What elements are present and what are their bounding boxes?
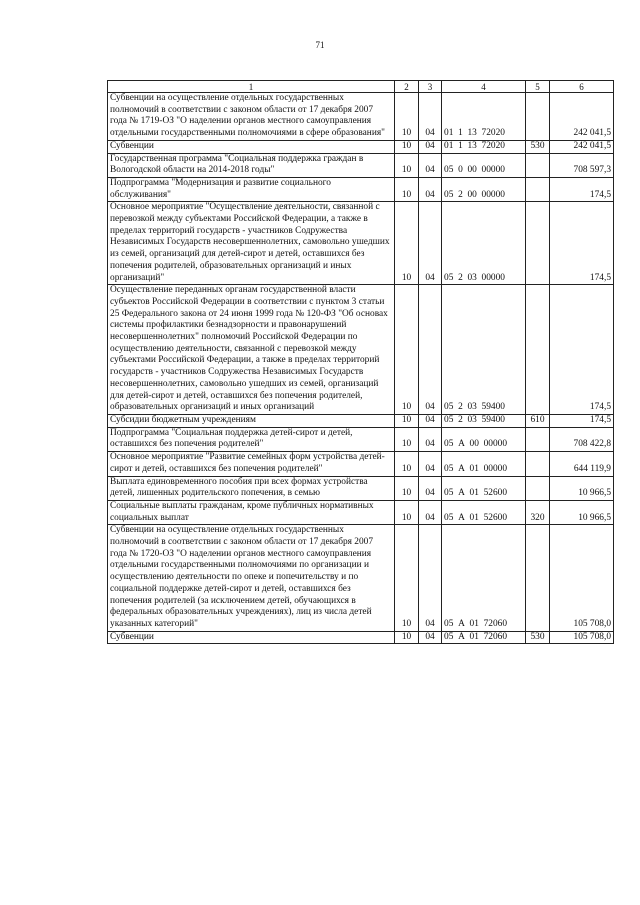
table-row <box>108 153 614 177</box>
table-row <box>108 476 614 500</box>
row-podrazdel: 04 <box>419 631 442 644</box>
table-header-row <box>108 81 614 93</box>
row-target-code: 01 1 13 72020 <box>442 93 526 141</box>
row-name: Субвенции <box>108 631 395 644</box>
row-name: Подпрограмма "Модернизация и развитие социального обслуживания" <box>108 177 395 201</box>
row-name: Осуществление переданных органам государственной власти субъектов Российской Федерации в соответствии с пунктом 3 статьи 25 Федерального закона от 24 июня 1999 года № 120-ФЗ "Об основах системы профилактики безнадзорности и правонарушений несовершеннолетних" полномочий Российской Федерации по осуществлению деятельности, связанной с перевозкой между субъектами Российской Федерации, а также в пределах территорий государств - участников Содружества Независимых Государств несовершеннолетних, самовольно ушедших из семей, организаций для детей-сирот и детей, оставшихся без попечения родителей, образовательных организаций и иных организаций <box>108 285 395 415</box>
row-name: Субвенции на осуществление отдельных государственных полномочий в соответствии с законом области от 17 декабря 2007 года № 1720-ОЗ "О наделении органов местного самоуправления отдельными государственными полномочиями по организации и осуществлению деятельности по опеке и попечительству и по социальной поддержке детей-сирот и детей, оставшихся без попечения родителей (за исключением детей, обучающихся в федеральных образовательных учреждениях), лиц из числа детей указанных категорий" <box>108 525 395 631</box>
row-podrazdel: 04 <box>419 500 442 524</box>
header-col-3: 3 <box>419 81 442 93</box>
row-podrazdel: 04 <box>419 525 442 631</box>
row-target-code: 01 1 13 72020 <box>442 140 526 153</box>
row-target-code: 05 А 00 00000 <box>442 427 526 451</box>
row-expense-type <box>526 93 550 141</box>
row-razdel: 10 <box>395 414 419 427</box>
table-row <box>108 177 614 201</box>
row-expense-type <box>526 202 550 285</box>
row-podrazdel: 04 <box>419 140 442 153</box>
row-razdel: 10 <box>395 500 419 524</box>
row-expense-type: 320 <box>526 500 550 524</box>
row-razdel: 10 <box>395 631 419 644</box>
row-expense-type <box>526 285 550 415</box>
row-target-code: 05 А 01 52600 <box>442 476 526 500</box>
row-podrazdel: 04 <box>419 285 442 415</box>
row-sum: 174,5 <box>550 285 614 415</box>
row-razdel: 10 <box>395 153 419 177</box>
header-col-6: 6 <box>550 81 614 93</box>
row-podrazdel: 04 <box>419 153 442 177</box>
row-expense-type <box>526 525 550 631</box>
table-row <box>108 93 614 141</box>
row-podrazdel: 04 <box>419 202 442 285</box>
row-target-code: 05 А 01 72060 <box>442 525 526 631</box>
row-target-code: 05 2 00 00000 <box>442 177 526 201</box>
row-expense-type <box>526 153 550 177</box>
row-name: Субвенции <box>108 140 395 153</box>
row-razdel: 10 <box>395 202 419 285</box>
row-target-code: 05 2 03 00000 <box>442 202 526 285</box>
row-sum: 242 041,5 <box>550 93 614 141</box>
header-col-4: 4 <box>442 81 526 93</box>
header-col-2: 2 <box>395 81 419 93</box>
header-col-5: 5 <box>526 81 550 93</box>
row-sum: 174,5 <box>550 414 614 427</box>
row-name: Выплата единовременного пособия при всех формах устройства детей, лишенных родительского попечения, в семью <box>108 476 395 500</box>
header-col-1: 1 <box>108 81 395 93</box>
row-sum: 242 041,5 <box>550 140 614 153</box>
row-expense-type <box>526 177 550 201</box>
table-row <box>108 140 614 153</box>
table-row <box>108 525 614 631</box>
row-target-code: 05 2 03 59400 <box>442 285 526 415</box>
row-sum: 708 422,8 <box>550 427 614 451</box>
row-target-code: 05 А 01 52600 <box>442 500 526 524</box>
budget-table <box>107 80 614 644</box>
row-name: Субвенции на осуществление отдельных государственных полномочий в соответствии с законом области от 17 декабря 2007 года № 1719-ОЗ "О наделении органов местного самоуправления отдельными государственными полномочиями в сфере образования" <box>108 93 395 141</box>
row-name: Социальные выплаты гражданам, кроме публичных нормативных социальных выплат <box>108 500 395 524</box>
row-expense-type: 530 <box>526 140 550 153</box>
row-expense-type <box>526 427 550 451</box>
row-podrazdel: 04 <box>419 93 442 141</box>
row-razdel: 10 <box>395 93 419 141</box>
row-name: Подпрограмма "Социальная поддержка детей-сирот и детей, оставшихся без попечения родителей" <box>108 427 395 451</box>
row-razdel: 10 <box>395 525 419 631</box>
row-podrazdel: 04 <box>419 452 442 476</box>
row-name: Основное мероприятие "Развитие семейных форм устройства детей-сирот и детей, оставшихся без попечения родителей" <box>108 452 395 476</box>
table-row <box>108 500 614 524</box>
table-row <box>108 452 614 476</box>
table-row <box>108 631 614 644</box>
row-sum: 174,5 <box>550 202 614 285</box>
row-razdel: 10 <box>395 140 419 153</box>
row-razdel: 10 <box>395 452 419 476</box>
row-expense-type <box>526 476 550 500</box>
row-target-code: 05 0 00 00000 <box>442 153 526 177</box>
table-row <box>108 202 614 285</box>
row-target-code: 05 2 03 59400 <box>442 414 526 427</box>
row-target-code: 05 А 01 00000 <box>442 452 526 476</box>
row-sum: 10 966,5 <box>550 500 614 524</box>
row-sum: 105 708,0 <box>550 631 614 644</box>
page-number: 71 <box>315 40 325 50</box>
row-sum: 10 966,5 <box>550 476 614 500</box>
row-expense-type: 610 <box>526 414 550 427</box>
row-razdel: 10 <box>395 476 419 500</box>
row-sum: 105 708,0 <box>550 525 614 631</box>
row-podrazdel: 04 <box>419 414 442 427</box>
table-row <box>108 414 614 427</box>
row-razdel: 10 <box>395 285 419 415</box>
row-name: Государственная программа "Социальная поддержка граждан в Вологодской области на 2014-2018 годы" <box>108 153 395 177</box>
row-expense-type: 530 <box>526 631 550 644</box>
row-expense-type <box>526 452 550 476</box>
row-sum: 708 597,3 <box>550 153 614 177</box>
row-name: Основное мероприятие "Осуществление деятельности, связанной с перевозкой между субъектами Российской Федерации, а также в пределах территорий государств - участников Содружества Независимых Государств несовершеннолетних, самовольно ушедших из семей, организаций для детей-сирот и детей, оставшихся без попечения родителей, образовательных организаций и иных организаций" <box>108 202 395 285</box>
table-row <box>108 285 614 415</box>
row-sum: 644 119,9 <box>550 452 614 476</box>
row-name: Субсидии бюджетным учреждениям <box>108 414 395 427</box>
row-target-code: 05 А 01 72060 <box>442 631 526 644</box>
row-podrazdel: 04 <box>419 427 442 451</box>
row-razdel: 10 <box>395 177 419 201</box>
row-sum: 174,5 <box>550 177 614 201</box>
row-podrazdel: 04 <box>419 476 442 500</box>
row-podrazdel: 04 <box>419 177 442 201</box>
row-razdel: 10 <box>395 427 419 451</box>
table-row <box>108 427 614 451</box>
